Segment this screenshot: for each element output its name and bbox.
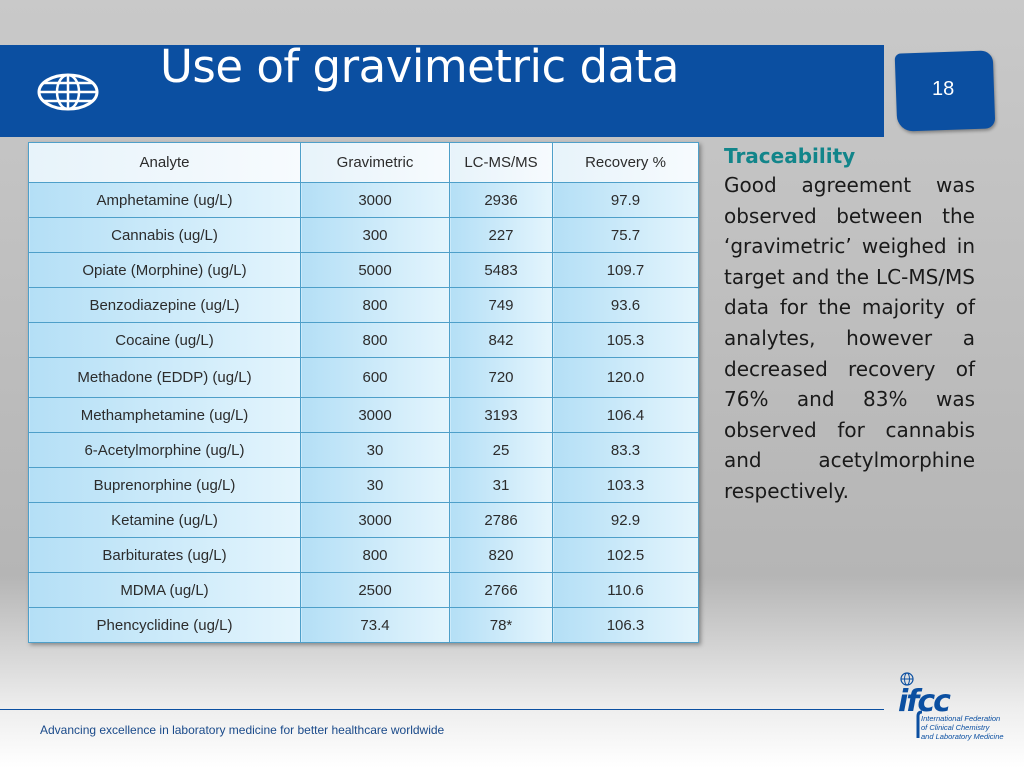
lcmsms-cell: 31 — [450, 468, 553, 503]
recovery-cell: 97.9 — [553, 183, 699, 218]
gravimetric-cell: 3000 — [301, 398, 450, 433]
gravimetric-cell: 30 — [301, 433, 450, 468]
table-row — [29, 183, 699, 218]
recovery-cell: 105.3 — [553, 323, 699, 358]
recovery-cell: 120.0 — [553, 358, 699, 398]
recovery-cell: 92.9 — [553, 503, 699, 538]
lcmsms-cell: 5483 — [450, 253, 553, 288]
ifcc-full-name — [921, 714, 1011, 741]
gravimetric-cell: 73.4 — [301, 608, 450, 643]
table-row — [29, 503, 699, 538]
gravimetric-cell: 800 — [301, 288, 450, 323]
analyte-cell: Methamphetamine (ug/L) — [29, 398, 301, 433]
gravimetric-cell: 3000 — [301, 183, 450, 218]
table-row — [29, 398, 699, 433]
recovery-cell: 102.5 — [553, 538, 699, 573]
lcmsms-cell: 749 — [450, 288, 553, 323]
page-number: 18 — [932, 78, 955, 100]
header-gravimetric: Gravimetric — [301, 143, 450, 183]
globe-icon — [36, 72, 100, 112]
analyte-cell: Phencyclidine (ug/L) — [29, 608, 301, 643]
recovery-cell: 110.6 — [553, 573, 699, 608]
gravimetric-cell: 800 — [301, 323, 450, 358]
ifcc-name-line: International Federation — [921, 714, 1001, 723]
recovery-cell: 106.4 — [553, 398, 699, 433]
recovery-cell: 83.3 — [553, 433, 699, 468]
analyte-cell: Methadone (EDDP) (ug/L) — [29, 358, 301, 398]
table-header-row — [29, 143, 699, 183]
gravimetric-cell: 800 — [301, 538, 450, 573]
lcmsms-cell: 842 — [450, 323, 553, 358]
recovery-cell: 75.7 — [553, 218, 699, 253]
analyte-cell: Amphetamine (ug/L) — [29, 183, 301, 218]
lcmsms-cell: 25 — [450, 433, 553, 468]
lcmsms-cell: 3193 — [450, 398, 553, 433]
recovery-cell: 93.6 — [553, 288, 699, 323]
gravimetric-cell: 30 — [301, 468, 450, 503]
analyte-cell: MDMA (ug/L) — [29, 573, 301, 608]
analyte-cell: Opiate (Morphine) (ug/L) — [29, 253, 301, 288]
traceability-heading: Traceability — [724, 144, 856, 168]
lcmsms-cell: 2786 — [450, 503, 553, 538]
footer-tagline: Advancing excellence in laboratory medicine for better healthcare worldwide — [40, 723, 445, 737]
analyte-cell: Benzodiazepine (ug/L) — [29, 288, 301, 323]
ifcc-name-line: and Laboratory Medicine — [921, 732, 1004, 741]
table-row — [29, 538, 699, 573]
page-title: Use of gravimetric data — [160, 40, 679, 93]
analyte-cell: Buprenorphine (ug/L) — [29, 468, 301, 503]
table-row — [29, 288, 699, 323]
traceability-body: Good agreement was observed between the ‘gravimetric’ weighed in target and the LC-MS/MS data for the majority of analytes, however a decreased recovery of 76% and 83% was observed for cannabis and acetylmorphine respectively. — [724, 173, 975, 503]
table-row — [29, 573, 699, 608]
header-analyte: Analyte — [29, 143, 301, 183]
recovery-cell: 109.7 — [553, 253, 699, 288]
analyte-cell: Cocaine (ug/L) — [29, 323, 301, 358]
recovery-cell: 103.3 — [553, 468, 699, 503]
traceability-panel — [724, 142, 975, 507]
gravimetric-cell: 2500 — [301, 573, 450, 608]
lcmsms-cell: 820 — [450, 538, 553, 573]
gravimetric-cell: 600 — [301, 358, 450, 398]
table-row — [29, 323, 699, 358]
lcmsms-cell: 227 — [450, 218, 553, 253]
ifcc-name-line: of Clinical Chemistry — [921, 723, 990, 732]
lcmsms-cell: 720 — [450, 358, 553, 398]
header-recovery: Recovery % — [553, 143, 699, 183]
analyte-cell: Cannabis (ug/L) — [29, 218, 301, 253]
gravimetric-cell: 300 — [301, 218, 450, 253]
ifcc-wordmark: ifcc — [898, 684, 949, 719]
header-lcmsms: LC-MS/MS — [450, 143, 553, 183]
analyte-cell: Ketamine (ug/L) — [29, 503, 301, 538]
lcmsms-cell: 2936 — [450, 183, 553, 218]
table-row — [29, 218, 699, 253]
table-row — [29, 358, 699, 398]
analyte-cell: 6-Acetylmorphine (ug/L) — [29, 433, 301, 468]
table-row — [29, 433, 699, 468]
gravimetric-cell: 3000 — [301, 503, 450, 538]
lcmsms-cell: 2766 — [450, 573, 553, 608]
lcmsms-cell: 78* — [450, 608, 553, 643]
footer-divider — [0, 709, 884, 710]
table-row — [29, 253, 699, 288]
gravimetric-cell: 5000 — [301, 253, 450, 288]
table-row — [29, 468, 699, 503]
recovery-table — [28, 142, 699, 643]
table-row — [29, 608, 699, 643]
recovery-cell: 106.3 — [553, 608, 699, 643]
analyte-cell: Barbiturates (ug/L) — [29, 538, 301, 573]
